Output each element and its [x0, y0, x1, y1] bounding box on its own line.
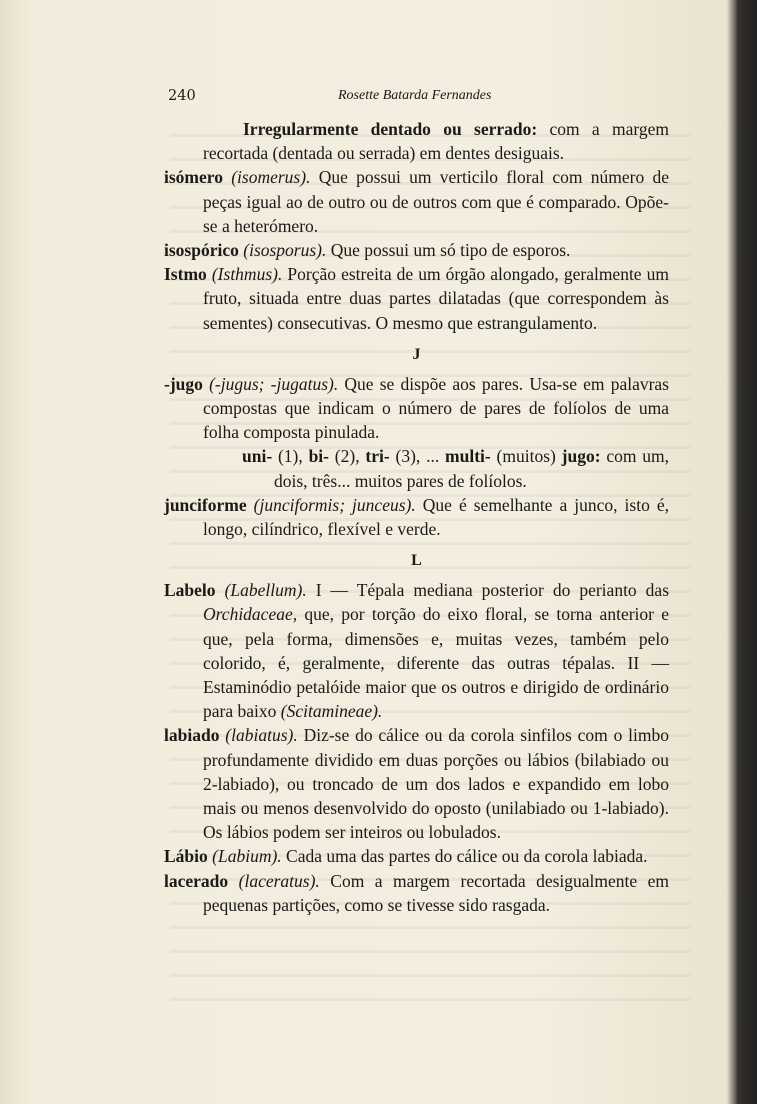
- binding-edge: [735, 0, 757, 1104]
- entry-latin: (junciformis; junceus).: [253, 494, 416, 515]
- entry-labiado: [164, 723, 669, 844]
- entry-term: Lábio: [164, 846, 208, 867]
- glossary-text: [164, 117, 669, 917]
- entry-term: Labelo: [164, 580, 216, 601]
- entry-term: labiado: [164, 725, 220, 746]
- entry-latin: (isosporus).: [243, 240, 327, 261]
- entry-isosporico: [164, 238, 669, 262]
- count-1: (1),: [272, 446, 309, 467]
- entry-term: lacerado: [164, 870, 229, 891]
- entry-definition: Que possui um verticilo floral com número de peças igual ao de outro ou de outros com que é comparado. Opõe-se a heterómero.: [203, 167, 670, 236]
- page-number: 240: [168, 88, 196, 104]
- entry-term: Irregularmente dentado ou serrado:: [243, 119, 538, 139]
- count-many: (muitos): [490, 446, 562, 467]
- entry-definition: Cada uma das partes do cálice ou da corola labiada.: [281, 846, 648, 867]
- entry-definition: Com a margem recortada desigualmente em pequenas partições, como se tivesse sido rasgada.: [203, 870, 670, 915]
- entry-latin: (Isthmus).: [211, 264, 283, 285]
- section-heading-j: J: [412, 345, 421, 363]
- entry-term: isospórico: [164, 240, 239, 261]
- entry-definition: Que é semelhante a junco, isto é, longo, cilíndrico, flexível e verde.: [203, 494, 670, 540]
- entry-definition: Diz-se do cálice ou da corola sinfilos com o limbo profundamente dividido em duas porções ou lábios (bilabiado ou 2-labiado), ou troncado de um dos lados e expandido em lobo mais ou menos desenvolvido do oposto (unilabiado ou 1-labiado). Os lábios podem ser inteiros ou lobulados.: [203, 725, 670, 843]
- entry-definition: Que se dispõe aos pares. Usa-se em palavras compostas que indicam o número de pares de folíolos de uma folha composta pinulada.: [203, 373, 669, 443]
- entry-jugo: [164, 372, 669, 445]
- entry-latin: (Labellum).: [224, 580, 307, 601]
- count-3: (3), ...: [389, 446, 446, 467]
- family-name-2: (Scitamineae).: [280, 701, 383, 722]
- entry-jugo-compounds: [164, 444, 669, 492]
- entry-labio: [164, 844, 669, 868]
- entry-latin: (-jugus; -jugatus).: [209, 373, 339, 394]
- entry-definition: com a margem recortada (dentada ou serrada) em dentes desiguais.: [203, 119, 670, 164]
- entry-latin: (laceratus).: [238, 870, 320, 891]
- suffix-jugo: jugo:: [561, 446, 601, 467]
- running-title: Rosette Batarda Fernandes: [338, 88, 492, 103]
- prefix-tri: tri-: [365, 446, 390, 467]
- entry-latin: (Labium).: [212, 846, 282, 867]
- entry-definition: Porção estreita de um órgão alongado, geralmente um fruto, situada entre duas partes dilatadas (que correspondem às sementes) consecutivas. O mesmo que estrangulamento.: [203, 264, 670, 333]
- entry-latin: (isomerus).: [231, 167, 311, 188]
- entry-lacerado: [164, 869, 669, 917]
- entry-labelo: [164, 578, 669, 723]
- entry-definition: Que possui um só tipo de esporos.: [326, 240, 571, 261]
- count-2: (2),: [329, 446, 366, 467]
- entry-definition-part2: que, por torção do eixo floral, se torna anterior e que, pela forma, dimensões e, muitas vezes, também pelo colorido, é, geralmente, diferente das outras tépalas. II — Estaminódio petalóide maior que os outros e dirigido de ordinário para baixo: [203, 604, 669, 722]
- page-header: [168, 88, 668, 112]
- entry-term: isómero: [164, 167, 223, 188]
- entry-term: -jugo: [164, 373, 203, 394]
- prefix-uni: uni-: [242, 446, 273, 467]
- entry-definition-part1: I — Tépala mediana posterior do perianto das: [306, 580, 670, 601]
- compounds-definition: com um, dois, três... muitos pares de folíolos.: [274, 446, 670, 491]
- entry-latin: (labiatus).: [225, 725, 298, 746]
- entry-term: junciforme: [164, 494, 247, 515]
- prefix-bi: bi-: [308, 446, 329, 467]
- entry-irregularmente: [164, 117, 669, 165]
- section-heading-l: L: [411, 552, 422, 570]
- entry-istmo: [164, 262, 669, 335]
- entry-junciforme: [164, 493, 669, 541]
- family-name: Orchidaceae,: [203, 604, 298, 625]
- entry-term: Istmo: [164, 264, 207, 285]
- prefix-multi: multi-: [445, 446, 491, 467]
- entry-isomero: [164, 165, 669, 238]
